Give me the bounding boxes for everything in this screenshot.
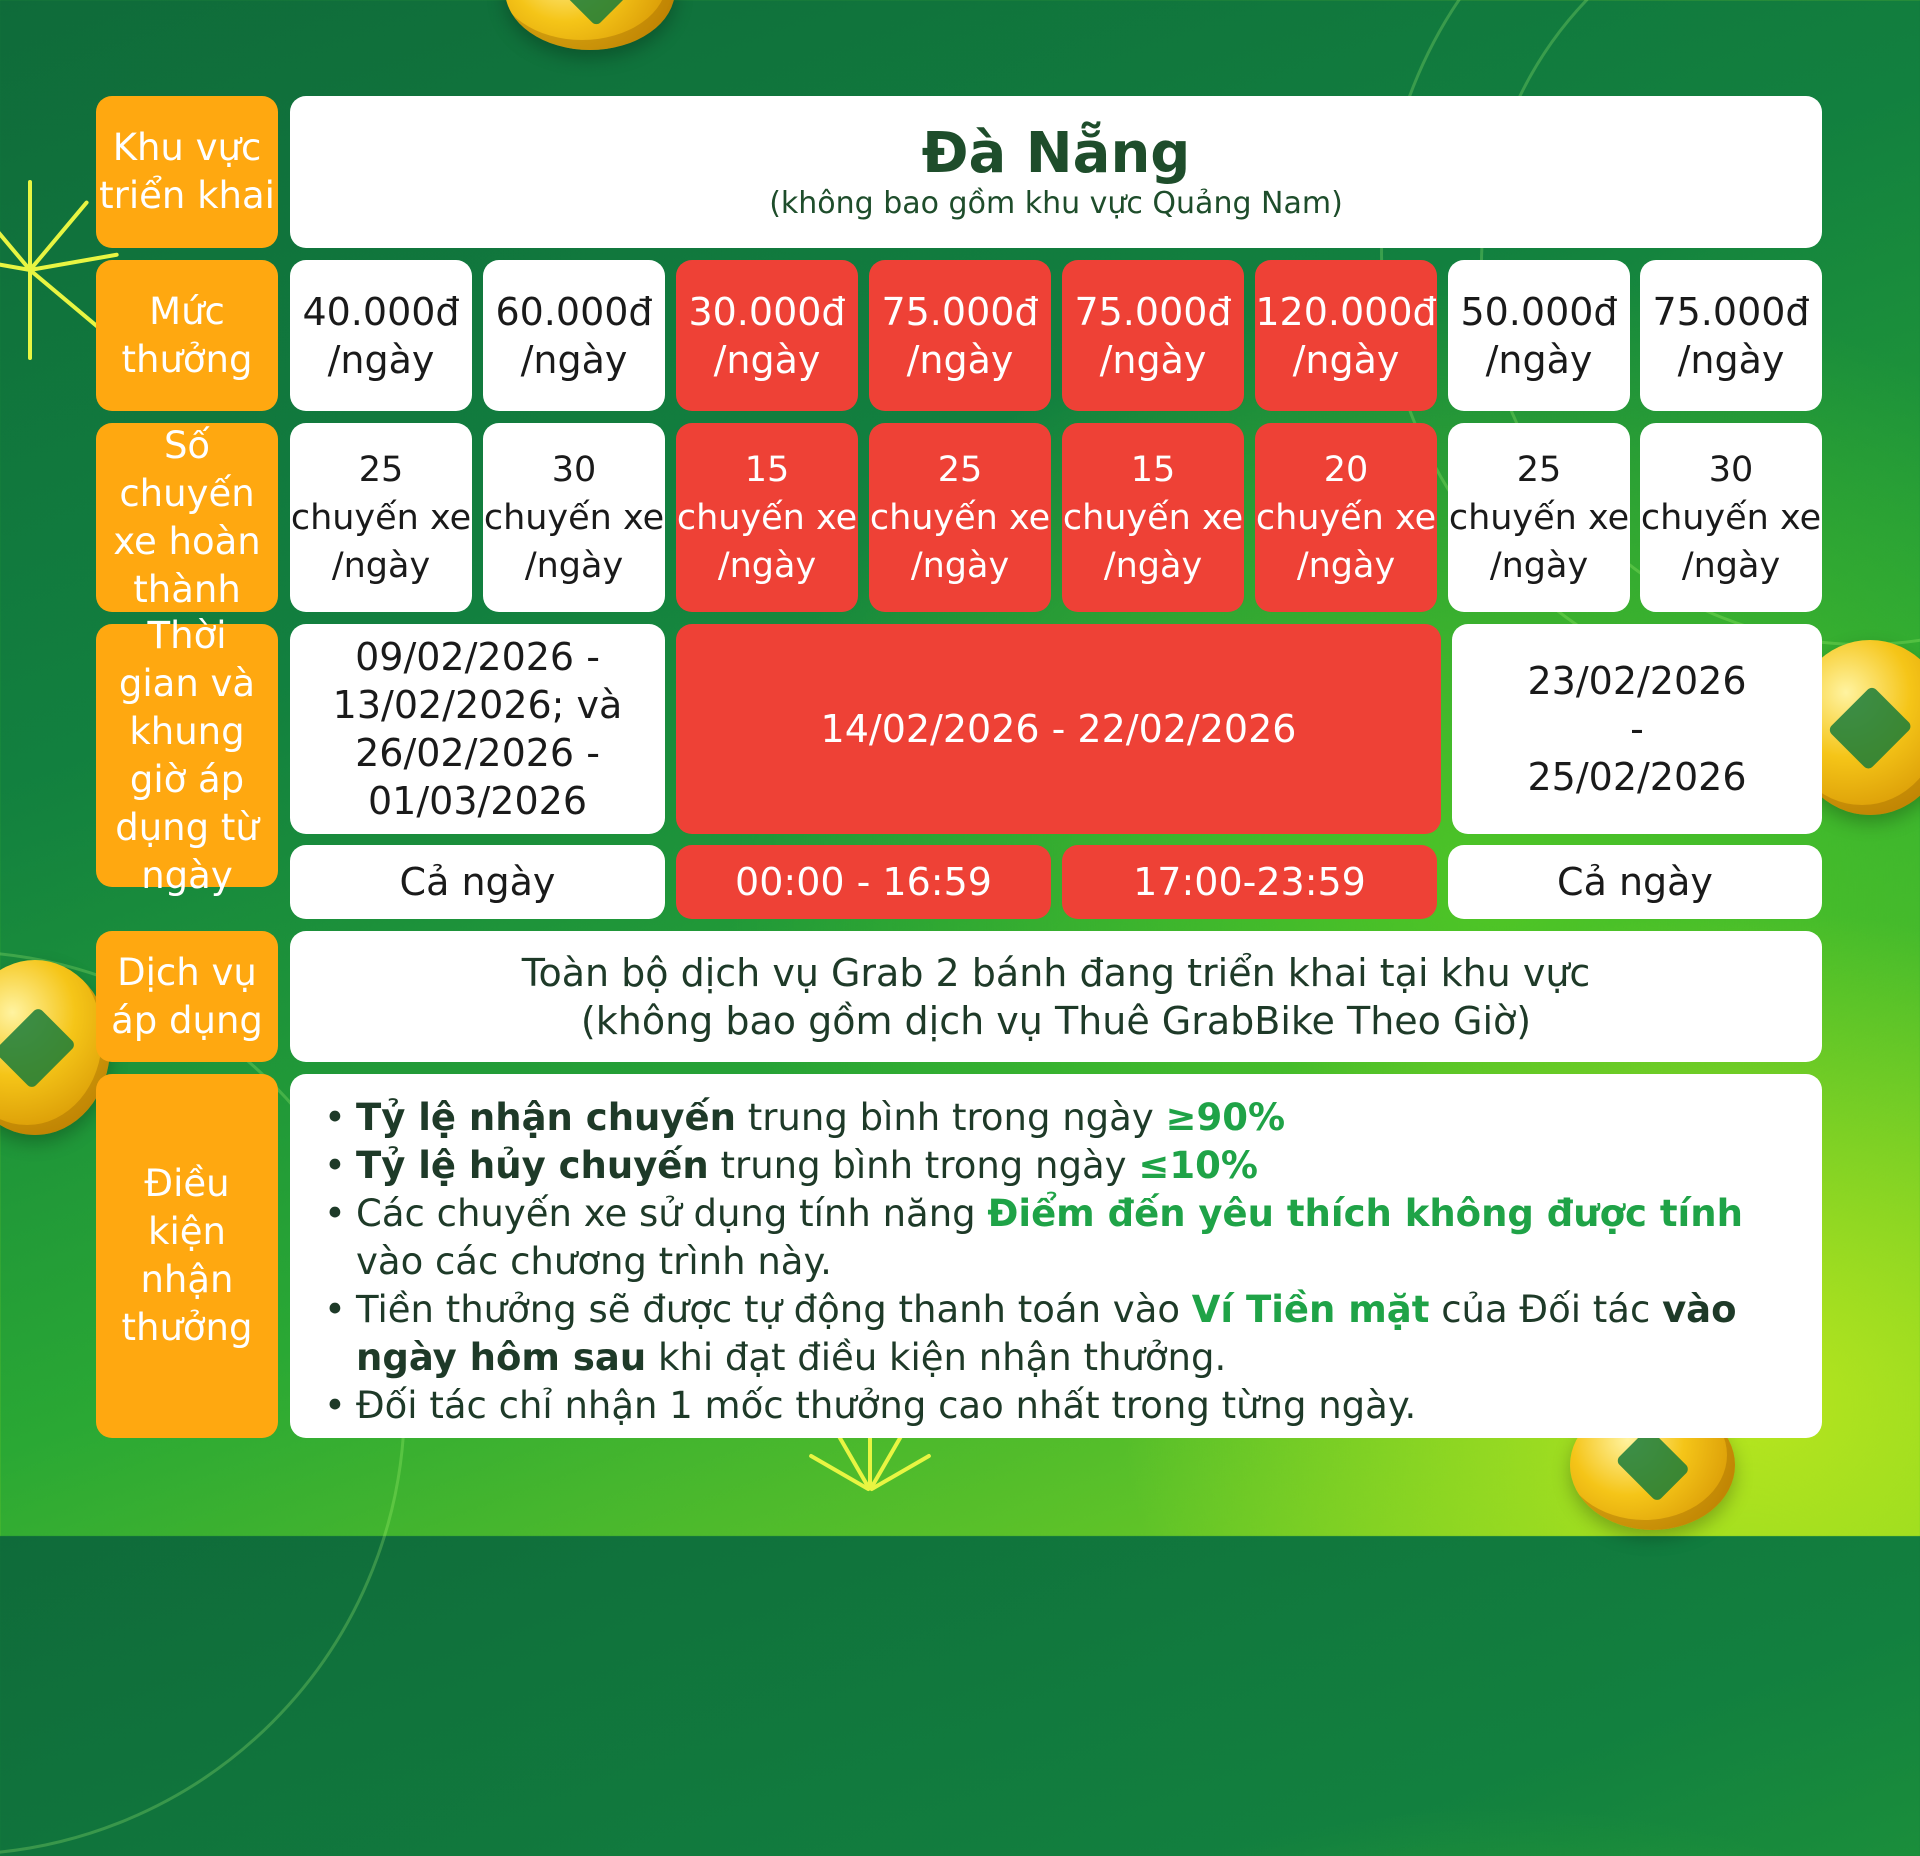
period-dates-cell: 09/02/2026 - 13/02/2026; và 26/02/2026 - 01/03/2026 — [290, 624, 665, 834]
reward-unit: /ngày — [1292, 337, 1400, 382]
reward-unit: /ngày — [327, 337, 435, 382]
condition-bold: vào ngày hôm sau — [356, 1288, 1737, 1379]
condition-text: khi đạt điều kiện nhận thưởng. — [646, 1336, 1227, 1379]
trips-per-day: /ngày — [910, 545, 1010, 586]
period-dates-cell: 14/02/2026 - 22/02/2026 — [676, 624, 1441, 834]
trips-unit: chuyến xe — [290, 497, 472, 538]
reward-cell — [676, 260, 858, 411]
condition-text: Các chuyến xe sử dụng tính năng — [356, 1192, 988, 1235]
condition-text: của Đối tác — [1429, 1288, 1663, 1331]
reward-cell — [1255, 260, 1437, 411]
reward-cell — [1062, 260, 1244, 411]
period-hours-cell: Cả ngày — [290, 845, 665, 919]
trips-unit: chuyến xe — [1640, 497, 1822, 538]
condition-text: trung bình trong ngày — [735, 1096, 1166, 1139]
reward-unit: /ngày — [1677, 337, 1785, 382]
trips-unit: chuyến xe — [676, 497, 858, 538]
reward-cell — [483, 260, 665, 411]
reward-amount: 120.000đ — [1255, 289, 1437, 334]
reward-cell — [1448, 260, 1630, 411]
trips-cell — [1448, 423, 1630, 612]
trips-cell — [483, 423, 665, 612]
reward-amount: 75.000đ — [1652, 289, 1810, 334]
trips-count: 30 — [551, 449, 597, 490]
trips-unit: chuyến xe — [869, 497, 1051, 538]
region-note: (không bao gồm khu vực Quảng Nam) — [769, 186, 1343, 221]
reward-amount: 75.000đ — [1074, 289, 1232, 334]
reward-unit: /ngày — [713, 337, 821, 382]
region-value-box — [290, 96, 1822, 248]
trips-per-day: /ngày — [1489, 545, 1589, 586]
trips-cell — [676, 423, 858, 612]
condition-item — [320, 1286, 1792, 1382]
period-label: Thời gian và khung giờ áp dụng từ ngày — [96, 624, 278, 887]
condition-text: Tiền thưởng sẽ được tự động thanh toán vào — [356, 1288, 1192, 1331]
period-hours-cell: 00:00 - 16:59 — [676, 845, 1051, 919]
trips-per-day: /ngày — [1681, 545, 1781, 586]
service-exclusion-line: (không bao gồm dịch vụ Thuê GrabBike Theo Giờ) — [580, 998, 1532, 1043]
trips-unit: chuyến xe — [1255, 497, 1437, 538]
conditions-box — [290, 1074, 1822, 1438]
reward-amount: 60.000đ — [495, 289, 653, 334]
trips-per-day: /ngày — [331, 545, 431, 586]
service-label: Dịch vụ áp dụng — [96, 931, 278, 1062]
trips-count: 30 — [1708, 449, 1754, 490]
reward-unit: /ngày — [1099, 337, 1207, 382]
reward-unit: /ngày — [1485, 337, 1593, 382]
condition-value: ≤10% — [1138, 1144, 1258, 1187]
trips-count: 25 — [937, 449, 983, 490]
reward-cell — [869, 260, 1051, 411]
condition-item — [320, 1142, 1792, 1190]
trips-cell — [290, 423, 472, 612]
trips-label: Số chuyến xe hoàn thành — [96, 423, 278, 612]
trips-count: 20 — [1323, 449, 1369, 490]
condition-item — [320, 1382, 1792, 1430]
trips-unit: chuyến xe — [483, 497, 665, 538]
gold-coin-icon — [505, 0, 675, 50]
trips-unit: chuyến xe — [1448, 497, 1630, 538]
trips-count: 25 — [1516, 449, 1562, 490]
condition-highlight: Điểm đến yêu thích không được tính — [987, 1192, 1743, 1235]
reward-amount: 50.000đ — [1460, 289, 1618, 334]
condition-text: Đối tác chỉ nhận 1 mốc thưởng cao nhất trong từng ngày. — [356, 1384, 1417, 1427]
trips-cell — [1255, 423, 1437, 612]
condition-value: ≥90% — [1165, 1096, 1286, 1139]
condition-bold: Tỷ lệ hủy chuyến — [356, 1144, 709, 1187]
condition-item — [320, 1094, 1792, 1142]
period-hours-cell: Cả ngày — [1448, 845, 1822, 919]
trips-cell — [1062, 423, 1244, 612]
reward-amount: 75.000đ — [881, 289, 1039, 334]
condition-text: vào các chương trình này. — [356, 1240, 832, 1283]
city-title: Đà Nẵng — [921, 121, 1191, 186]
gold-coin-icon — [0, 960, 110, 1135]
period-dates-cell: 23/02/2026 - 25/02/2026 — [1452, 624, 1822, 834]
reward-cell — [290, 260, 472, 411]
reward-label: Mức thưởng — [96, 260, 278, 411]
trips-per-day: /ngày — [1296, 545, 1396, 586]
conditions-label: Điều kiện nhận thưởng — [96, 1074, 278, 1438]
service-box — [290, 931, 1822, 1062]
condition-item — [320, 1190, 1792, 1286]
trips-cell — [1640, 423, 1822, 612]
condition-text: trung bình trong ngày — [708, 1144, 1139, 1187]
conditions-list — [320, 1094, 1792, 1430]
reward-unit: /ngày — [906, 337, 1014, 382]
service-line: Toàn bộ dịch vụ Grab 2 bánh đang triển khai tại khu vực — [521, 950, 1591, 995]
condition-highlight: Ví Tiền mặt — [1191, 1288, 1430, 1331]
trips-cell — [869, 423, 1051, 612]
reward-amount: 40.000đ — [302, 289, 460, 334]
trips-per-day: /ngày — [524, 545, 624, 586]
condition-bold: Tỷ lệ nhận chuyến — [356, 1096, 736, 1139]
region-label: Khu vực triển khai — [96, 96, 278, 248]
trips-per-day: /ngày — [1103, 545, 1203, 586]
trips-count: 15 — [744, 449, 790, 490]
trips-unit: chuyến xe — [1062, 497, 1244, 538]
reward-amount: 30.000đ — [688, 289, 846, 334]
trips-count: 25 — [358, 449, 404, 490]
reward-cell — [1640, 260, 1822, 411]
trips-count: 15 — [1130, 449, 1176, 490]
trips-per-day: /ngày — [717, 545, 817, 586]
period-hours-cell: 17:00-23:59 — [1062, 845, 1437, 919]
reward-unit: /ngày — [520, 337, 628, 382]
